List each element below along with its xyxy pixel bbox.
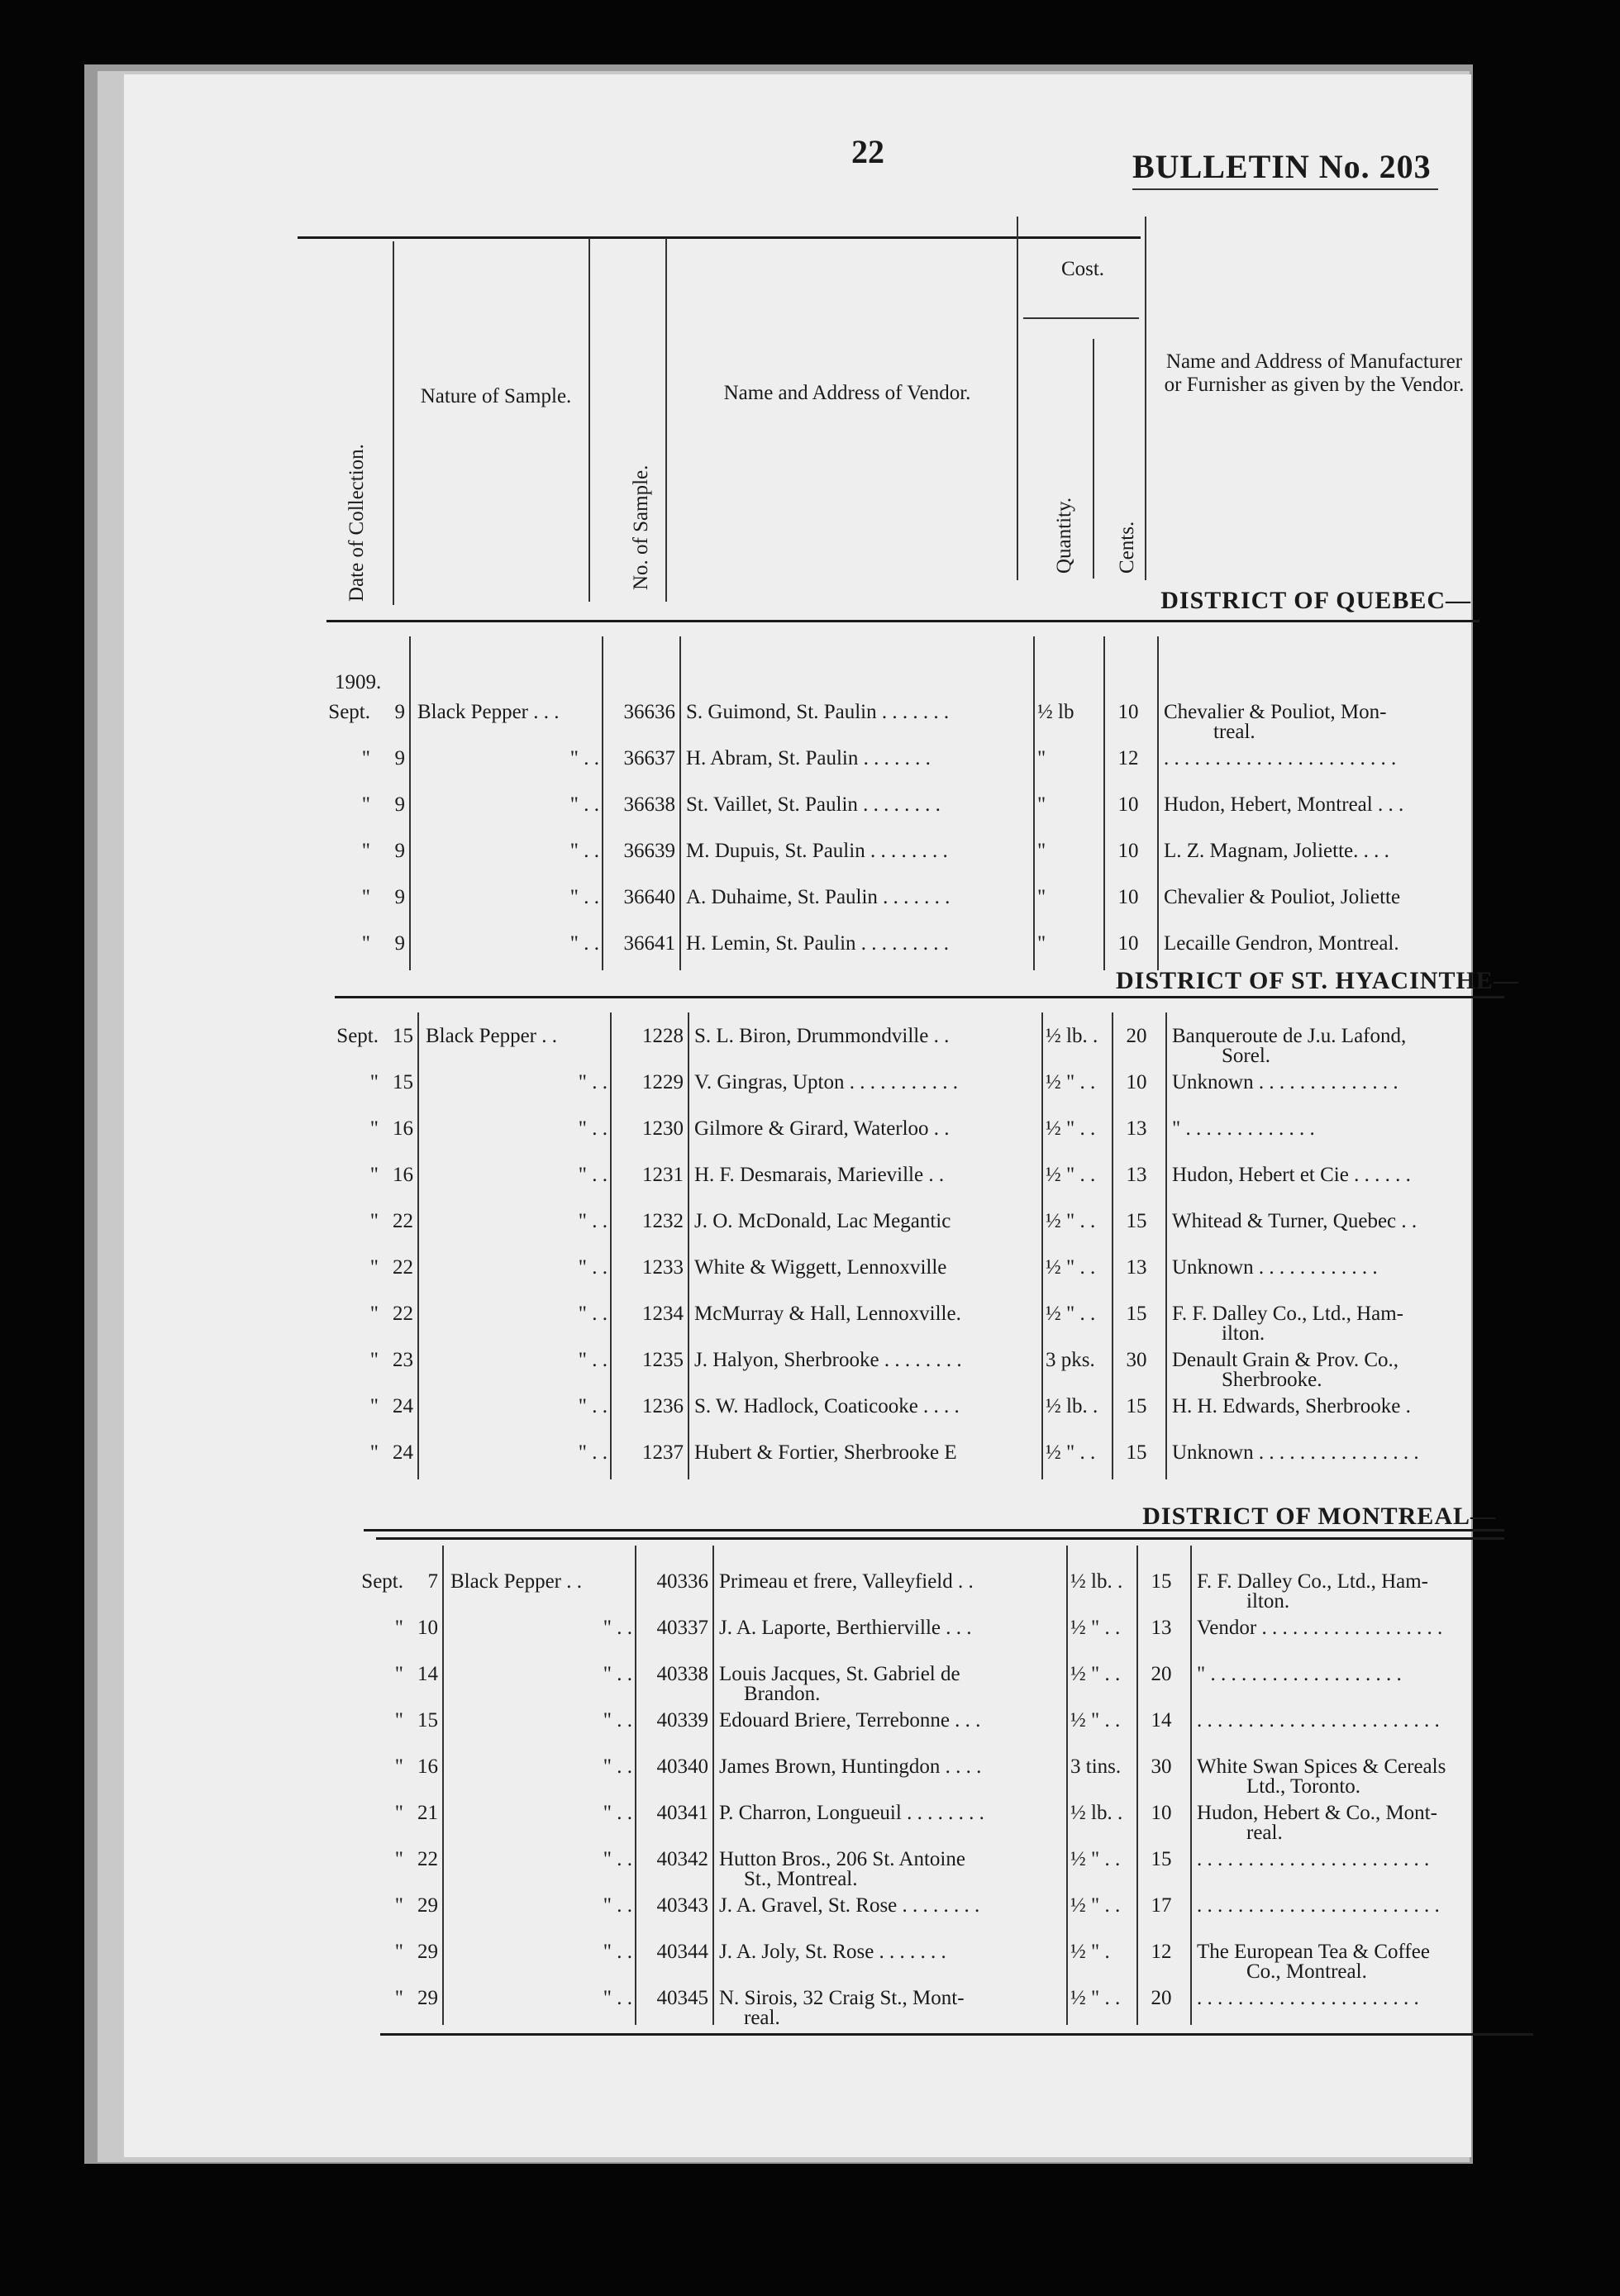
row-manufacturer: Denault Grain & Prov. Co., [1172, 1349, 1399, 1371]
row-manufacturer: " . . . . . . . . . . . . . [1172, 1117, 1315, 1140]
row-quantity: ½ lb. . [1046, 1025, 1098, 1047]
row-nature: Black Pepper . . [450, 1570, 582, 1593]
section-end-rule [380, 2033, 1533, 2036]
row-manufacturer: Vendor . . . . . . . . . . . . . . . . . . [1197, 1617, 1443, 1639]
row-quantity: ½ " . . [1046, 1071, 1096, 1093]
row-manufacturer: . . . . . . . . . . . . . . . . . . . . . . . [1197, 1848, 1430, 1870]
district-heading: DISTRICT OF QUEBEC— [1160, 587, 1471, 614]
col-divider-2 [588, 238, 590, 602]
row-cents: 15 [1126, 1303, 1147, 1325]
row-manufacturer: H. H. Edwards, Sherbrooke . [1172, 1395, 1411, 1417]
row-month: " [394, 1617, 403, 1639]
row-nature: " . . [603, 1941, 632, 1963]
row-quantity: " [1037, 793, 1046, 816]
row-sample-no: 36637 [623, 747, 675, 769]
col-rule-nature [610, 1012, 612, 1479]
row-cents: 10 [1117, 793, 1139, 816]
row-day: 22 [393, 1210, 413, 1232]
page-number: 22 [851, 133, 884, 170]
row-quantity: ½ " . . [1070, 1663, 1121, 1685]
row-quantity: " [1037, 840, 1046, 862]
row-quantity: ½ " . . [1070, 1617, 1121, 1639]
row-cents: 30 [1151, 1755, 1172, 1778]
bulletin-title: BULLETIN No. 203 [1132, 148, 1432, 185]
row-month: " [394, 1987, 403, 2009]
row-nature: " . . [569, 793, 599, 816]
row-nature: " . . [578, 1071, 608, 1093]
row-month: Sept. [328, 701, 370, 723]
col-rule-no [679, 636, 681, 970]
row-cents: 20 [1151, 1987, 1172, 2009]
col-rule-qty [1112, 1012, 1113, 1479]
row-quantity: ½ " . . [1046, 1303, 1096, 1325]
row-nature: " . . [603, 1802, 632, 1824]
row-nature: " . . [578, 1117, 608, 1140]
row-vendor: P. Charron, Longueuil . . . . . . . . [719, 1802, 984, 1824]
row-vendor: J. O. McDonald, Lac Megantic [694, 1210, 951, 1232]
row-manufacturer: " . . . . . . . . . . . . . . . . . . . [1197, 1663, 1402, 1685]
row-month: " [361, 840, 370, 862]
row-manufacturer: . . . . . . . . . . . . . . . . . . . . . . [1197, 1987, 1419, 2009]
row-sample-no: 1233 [642, 1256, 684, 1279]
row-cents: 10 [1126, 1071, 1147, 1093]
row-sample-no: 40342 [656, 1848, 708, 1870]
row-nature: " . . [578, 1164, 608, 1186]
row-vendor: S. W. Hadlock, Coaticooke . . . . [694, 1395, 960, 1417]
row-vendor: Hubert & Fortier, Sherbrooke E [694, 1441, 957, 1464]
row-vendor-cont: real. [744, 2007, 780, 2029]
row-vendor: St. Vaillet, St. Paulin . . . . . . . . [686, 793, 941, 816]
row-manufacturer: F. F. Dalley Co., Ltd., Ham- [1172, 1303, 1404, 1325]
row-vendor: White & Wiggett, Lennoxville [694, 1256, 947, 1279]
row-manufacturer-cont: real. [1246, 1822, 1283, 1844]
col-divider-1 [393, 241, 394, 605]
row-month: " [369, 1395, 379, 1417]
row-cents: 17 [1151, 1894, 1172, 1917]
row-vendor: J. A. Joly, St. Rose . . . . . . . [719, 1941, 946, 1963]
row-cents: 10 [1117, 886, 1139, 908]
row-manufacturer: Chevalier & Pouliot, Joliette [1164, 886, 1401, 908]
row-nature: " . . [578, 1303, 608, 1325]
row-month: " [369, 1071, 379, 1093]
row-quantity: ½ " . . [1046, 1164, 1096, 1186]
row-manufacturer-cont: Sherbrooke. [1222, 1369, 1322, 1391]
section-end-rule [376, 1537, 1504, 1540]
row-cents: 12 [1117, 747, 1139, 769]
row-sample-no: 1234 [642, 1303, 684, 1325]
row-nature: " . . [603, 1894, 632, 1917]
row-day: 7 [427, 1570, 438, 1593]
row-cents: 13 [1151, 1617, 1172, 1639]
row-day: 15 [393, 1071, 413, 1093]
row-vendor: H. Abram, St. Paulin . . . . . . . [686, 747, 931, 769]
row-month: " [361, 886, 370, 908]
row-sample-no: 36641 [623, 932, 675, 955]
row-cents: 12 [1151, 1941, 1172, 1963]
row-month: " [369, 1303, 379, 1325]
district-heading: DISTRICT OF MONTREAL— [1142, 1503, 1496, 1530]
row-manufacturer: Hudon, Hebert, Montreal . . . [1164, 793, 1404, 816]
row-quantity: ½ lb [1037, 701, 1074, 723]
col-rule-no [688, 1012, 689, 1479]
row-quantity: 3 tins. [1070, 1755, 1122, 1778]
row-sample-no: 40345 [656, 1987, 708, 2009]
col-rule-qty [1103, 636, 1105, 970]
row-manufacturer-cont: ilton. [1222, 1322, 1265, 1345]
row-day: 14 [417, 1663, 438, 1685]
row-manufacturer: Hudon, Hebert & Co., Mont- [1197, 1802, 1437, 1824]
row-quantity: ½ " . . [1046, 1117, 1096, 1140]
header-vendor: Name and Address of Vendor. [723, 382, 971, 404]
row-manufacturer: F. F. Dalley Co., Ltd., Ham- [1197, 1570, 1429, 1593]
row-manufacturer: . . . . . . . . . . . . . . . . . . . . . . . . [1197, 1709, 1440, 1732]
row-vendor: Louis Jacques, St. Gabriel de [719, 1663, 960, 1685]
row-sample-no: 40336 [656, 1570, 708, 1593]
col-rule-vendor [1066, 1546, 1068, 2025]
row-vendor: H. Lemin, St. Paulin . . . . . . . . . [686, 932, 950, 955]
col-rule-cents [1190, 1546, 1192, 2025]
row-month: Sept. [361, 1570, 403, 1593]
row-cents: 13 [1126, 1164, 1147, 1186]
row-cents: 30 [1126, 1349, 1147, 1371]
row-day: 22 [393, 1303, 413, 1325]
title-rule [1132, 188, 1438, 190]
row-month: " [369, 1349, 379, 1371]
row-day: 16 [393, 1164, 413, 1186]
col-rule-cents [1157, 636, 1159, 970]
row-quantity: ½ " . . [1070, 1848, 1121, 1870]
row-cents: 15 [1126, 1395, 1147, 1417]
row-sample-no: 1237 [642, 1441, 684, 1464]
row-quantity: ½ lb. . [1070, 1802, 1123, 1824]
col-divider-5 [1093, 339, 1094, 579]
row-month: " [369, 1256, 379, 1279]
row-manufacturer-cont: ilton. [1246, 1590, 1290, 1612]
row-sample-no: 36639 [623, 840, 675, 862]
col-rule-cents [1165, 1012, 1167, 1479]
row-month: " [361, 747, 370, 769]
col-rule-vendor [1033, 636, 1035, 970]
row-month: " [394, 1709, 403, 1732]
row-sample-no: 36640 [623, 886, 675, 908]
row-month: " [369, 1210, 379, 1232]
row-month: " [369, 1117, 379, 1140]
row-day: 29 [417, 1894, 438, 1917]
row-manufacturer: . . . . . . . . . . . . . . . . . . . . . . . . [1197, 1894, 1440, 1917]
row-cents: 13 [1126, 1117, 1147, 1140]
row-month: " [361, 932, 370, 955]
district-heading: DISTRICT OF ST. HYACINTHE— [1116, 967, 1519, 994]
row-nature: Black Pepper . . [426, 1025, 557, 1047]
row-sample-no: 36638 [623, 793, 675, 816]
row-cents: 10 [1117, 701, 1139, 723]
header-no: No. of Sample. [630, 464, 652, 590]
row-month: " [369, 1441, 379, 1464]
row-day: 22 [393, 1256, 413, 1279]
row-vendor: Hutton Bros., 206 St. Antoine [719, 1848, 965, 1870]
row-day: 24 [393, 1395, 413, 1417]
row-nature: " . . [569, 886, 599, 908]
row-quantity: ½ " . . [1046, 1256, 1096, 1279]
row-sample-no: 36636 [623, 701, 675, 723]
row-day: 21 [417, 1802, 438, 1824]
col-divider-6 [1145, 217, 1146, 580]
row-sample-no: 40341 [656, 1802, 708, 1824]
row-quantity: ½ " . . [1046, 1441, 1096, 1464]
header-top-rule [298, 236, 1141, 239]
row-vendor: J. A. Gravel, St. Rose . . . . . . . . [719, 1894, 980, 1917]
row-nature: " . . [569, 840, 599, 862]
row-quantity: " [1037, 747, 1046, 769]
header-cost: Cost. [1060, 258, 1105, 280]
row-nature: Black Pepper . . . [417, 701, 560, 723]
row-sample-no: 40337 [656, 1617, 708, 1639]
row-vendor: S. L. Biron, Drummondville . . [694, 1025, 950, 1047]
row-quantity: ½ " . . [1070, 1987, 1121, 2009]
row-day: 24 [393, 1441, 413, 1464]
row-manufacturer-cont: treal. [1213, 721, 1256, 743]
row-vendor-cont: Brandon. [744, 1683, 821, 1705]
row-month: Sept. [336, 1025, 379, 1047]
col-rule-date [417, 1012, 419, 1479]
row-month: " [394, 1848, 403, 1870]
row-quantity: " [1037, 932, 1046, 955]
row-sample-no: 1230 [642, 1117, 684, 1140]
row-vendor: J. Halyon, Sherbrooke . . . . . . . . [694, 1349, 962, 1371]
row-manufacturer: Unknown . . . . . . . . . . . . . . . . [1172, 1441, 1419, 1464]
row-manufacturer: Hudon, Hebert et Cie . . . . . . [1172, 1164, 1411, 1186]
year-label: 1909. [335, 671, 382, 693]
col-rule-no [712, 1546, 714, 2025]
row-manufacturer: Banqueroute de J.u. Lafond, [1172, 1025, 1407, 1047]
row-month: " [361, 793, 370, 816]
row-quantity: ½ " . . [1070, 1709, 1121, 1732]
row-nature: " . . [569, 932, 599, 955]
header-nature: Nature of Sample. [420, 385, 572, 407]
row-nature: " . . [603, 1709, 632, 1732]
col-rule-date [442, 1546, 444, 2025]
row-sample-no: 40343 [656, 1894, 708, 1917]
row-nature: " . . [603, 1987, 632, 2009]
row-cents: 14 [1151, 1709, 1172, 1732]
row-manufacturer-cont: Co., Montreal. [1246, 1960, 1367, 1983]
row-vendor-cont: St., Montreal. [744, 1868, 858, 1890]
row-sample-no: 40344 [656, 1941, 708, 1963]
row-quantity: ½ lb. . [1046, 1395, 1098, 1417]
row-vendor: S. Guimond, St. Paulin . . . . . . . [686, 701, 950, 723]
cost-rule [1023, 317, 1139, 319]
col-divider-3 [665, 238, 667, 602]
row-vendor: M. Dupuis, St. Paulin . . . . . . . . [686, 840, 948, 862]
row-day: 9 [394, 747, 405, 769]
row-day: 29 [417, 1987, 438, 2009]
row-vendor: Gilmore & Girard, Waterloo . . [694, 1117, 950, 1140]
row-manufacturer: Lecaille Gendron, Montreal. [1164, 932, 1399, 955]
row-sample-no: 1236 [642, 1395, 684, 1417]
row-quantity: 3 pks. [1046, 1349, 1095, 1371]
row-sample-no: 1228 [642, 1025, 684, 1047]
row-month: " [369, 1164, 379, 1186]
row-vendor: N. Sirois, 32 Craig St., Mont- [719, 1987, 965, 2009]
row-day: 9 [394, 932, 405, 955]
row-nature: " . . [603, 1848, 632, 1870]
row-cents: 15 [1126, 1210, 1147, 1232]
row-month: " [394, 1663, 403, 1685]
row-cents: 20 [1151, 1663, 1172, 1685]
row-quantity: ½ lb. . [1070, 1570, 1123, 1593]
row-day: 9 [394, 701, 405, 723]
row-sample-no: 1231 [642, 1164, 684, 1186]
row-sample-no: 1229 [642, 1071, 684, 1093]
row-vendor: A. Duhaime, St. Paulin . . . . . . . [686, 886, 951, 908]
row-sample-no: 1235 [642, 1349, 684, 1371]
row-nature: " . . [578, 1349, 608, 1371]
row-nature: " . . [603, 1663, 632, 1685]
district-rule [364, 1529, 1504, 1531]
row-sample-no: 40340 [656, 1755, 708, 1778]
row-manufacturer: . . . . . . . . . . . . . . . . . . . . . . . [1164, 747, 1397, 769]
row-nature: " . . [603, 1755, 632, 1778]
row-quantity: ½ " . . [1070, 1894, 1121, 1917]
header-quantity: Quantity. [1053, 497, 1075, 574]
col-rule-date [409, 636, 411, 970]
header-cents: Cents. [1116, 521, 1138, 574]
row-quantity: " [1037, 886, 1046, 908]
row-manufacturer: Unknown . . . . . . . . . . . . . . [1172, 1071, 1398, 1093]
row-vendor: J. A. Laporte, Berthierville . . . [719, 1617, 972, 1639]
row-day: 16 [417, 1755, 438, 1778]
row-day: 15 [393, 1025, 413, 1047]
col-divider-4 [1017, 217, 1018, 580]
col-rule-nature [602, 636, 603, 970]
row-manufacturer: Whitead & Turner, Quebec . . [1172, 1210, 1418, 1232]
col-rule-nature [635, 1546, 636, 2025]
row-sample-no: 1232 [642, 1210, 684, 1232]
row-manufacturer-cont: Sorel. [1222, 1045, 1271, 1067]
row-quantity: ½ " . . [1046, 1210, 1096, 1232]
row-month: " [394, 1941, 403, 1963]
row-vendor: Edouard Briere, Terrebonne . . . [719, 1709, 981, 1732]
row-sample-no: 40338 [656, 1663, 708, 1685]
row-cents: 10 [1117, 932, 1139, 955]
district-rule [335, 996, 1504, 998]
row-vendor: Primeau et frere, Valleyfield . . [719, 1570, 974, 1593]
row-nature: " . . [578, 1210, 608, 1232]
row-day: 9 [394, 793, 405, 816]
row-quantity: ½ " . [1070, 1941, 1110, 1963]
row-nature: " . . [569, 747, 599, 769]
row-vendor: V. Gingras, Upton . . . . . . . . . . . [694, 1071, 958, 1093]
row-day: 16 [393, 1117, 413, 1140]
row-manufacturer: Chevalier & Pouliot, Mon- [1164, 701, 1387, 723]
row-day: 23 [393, 1349, 413, 1371]
row-day: 29 [417, 1941, 438, 1963]
col-rule-vendor [1041, 1012, 1043, 1479]
row-cents: 10 [1117, 840, 1139, 862]
row-manufacturer: Unknown . . . . . . . . . . . . [1172, 1256, 1378, 1279]
row-day: 9 [394, 886, 405, 908]
row-nature: " . . [578, 1441, 608, 1464]
district-rule [326, 620, 1479, 622]
row-vendor: H. F. Desmarais, Marieville . . [694, 1164, 945, 1186]
row-sample-no: 40339 [656, 1709, 708, 1732]
row-month: " [394, 1755, 403, 1778]
row-manufacturer: L. Z. Magnam, Joliette. . . . [1164, 840, 1389, 862]
row-manufacturer: White Swan Spices & Cereals [1197, 1755, 1446, 1778]
row-nature: " . . [578, 1256, 608, 1279]
row-vendor: McMurray & Hall, Lennoxville. [694, 1303, 961, 1325]
row-nature: " . . [578, 1395, 608, 1417]
row-cents: 20 [1126, 1025, 1147, 1047]
row-month: " [394, 1802, 403, 1824]
row-cents: 10 [1151, 1802, 1172, 1824]
row-day: 22 [417, 1848, 438, 1870]
row-cents: 15 [1151, 1848, 1172, 1870]
row-manufacturer-cont: Ltd., Toronto. [1246, 1775, 1361, 1798]
row-vendor: James Brown, Huntingdon . . . . [719, 1755, 982, 1778]
row-cents: 13 [1126, 1256, 1147, 1279]
header-manufacturer: Name and Address of Manufacturer or Furnisher as given by the Vendor. [1164, 350, 1465, 396]
row-cents: 15 [1126, 1441, 1147, 1464]
row-day: 10 [417, 1617, 438, 1639]
row-manufacturer: The European Tea & Coffee [1197, 1941, 1430, 1963]
col-rule-qty [1136, 1546, 1138, 2025]
row-day: 9 [394, 840, 405, 862]
row-cents: 15 [1151, 1570, 1172, 1593]
header-date: Date of Collection. [345, 444, 368, 602]
row-month: " [394, 1894, 403, 1917]
row-day: 15 [417, 1709, 438, 1732]
row-nature: " . . [603, 1617, 632, 1639]
